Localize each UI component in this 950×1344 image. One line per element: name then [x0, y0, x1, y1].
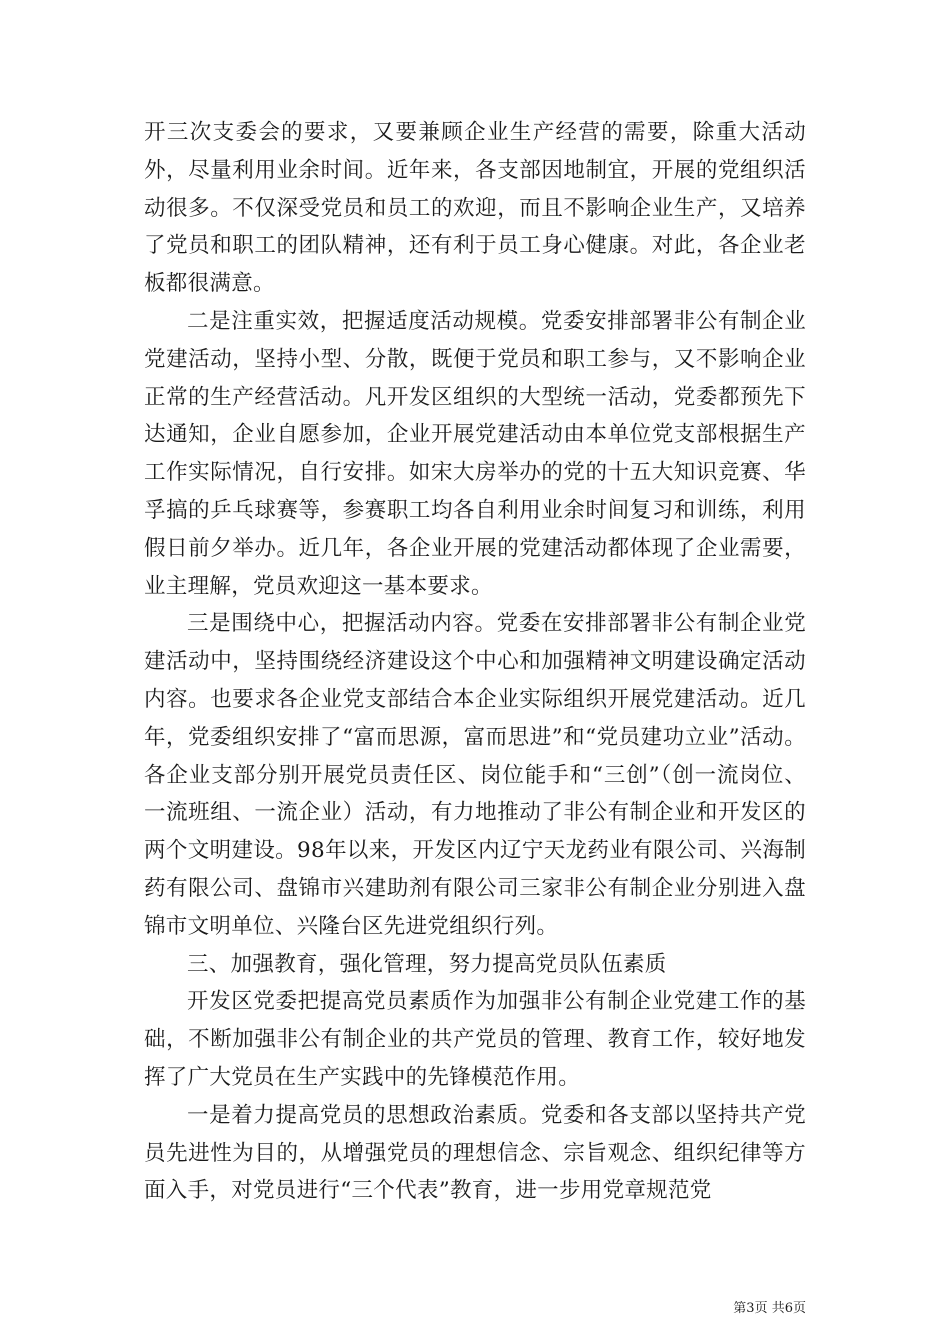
paragraph-5: 开发区党委把提高党员素质作为加强非公有制企业党建工作的基础，不断加强非公有制企业的共产党员的管理、教育工作，较好地发挥了广大党员在生产实践中的先锋模范作用。: [144, 989, 806, 1090]
footer-middle: 页 共: [754, 1301, 785, 1316]
paragraph-1: 开三次支委会的要求，又要兼顾企业生产经营的需要，除重大活动外，尽量利用业余时间。近年来，各支部因地制宜，开展的党组织活动很多。不仅深受党员和员工的欢迎，而且不影响企业生产，又培养了党员和职工的团队精神，还有利于员工身心健康。对此，各企业老板都很满意。: [144, 120, 806, 297]
current-page-number: 3: [746, 1301, 755, 1316]
footer-prefix: 第: [733, 1301, 747, 1316]
paragraph-6: 一是着力提高党员的思想政治素质。党委和各支部以坚持共产党员先进性为目的，从增强党员的理想信念、宗旨观念、组织纪律等方面入手，对党员进行“三个代表”教育，进一步用党章规范党: [144, 1102, 806, 1204]
footer-suffix: 页: [792, 1301, 806, 1316]
section-heading: 三、加强教育，强化管理，努力提高党员队伍素质: [187, 951, 667, 977]
paragraph-3: 三是围绕中心，把握活动内容。党委在安排部署非公有制企业党建活动中，坚持围绕经济建设这个中心和加强精神文明建设确定活动内容。也要求各企业党支部结合本企业实际组织开展党建活动。近几年，党委组织安排了“富而思源，富而思进”和“党员建功立业”活动。各企业支部分别开展党员责任区、岗位能手和“三创”（创一流岗位、一流班组、一流企业）活动，有力地推动了非公有制企业和开发区的两个文明建设。98年以来，开发区内辽宁天龙药业有限公司、兴海制药有限公司、盘锦市兴建助剂有限公司三家非公有制企业分别进入盘锦市文明单位、兴隆台区先进党组织行列。: [144, 611, 806, 939]
paragraph-2: 二是注重实效，把握适度活动规模。党委安排部署非公有制企业党建活动，坚持小型、分散，既便于党员和职工参与，又不影响企业正常的生产经营活动。凡开发区组织的大型统一活动，党委都预先下达通知，企业自愿参加，企业开展党建活动由本单位党支部根据生产工作实际情况，自行安排。如宋大房举办的党的十五大知识竞赛、华孚搞的乒乓球赛等，参赛职工均各自利用业余时间复习和训练，利用假日前夕举办。近几年，各企业开展的党建活动都体现了企业需要，业主理解，党员欢迎这一基本要求。: [144, 308, 806, 599]
document-body: [144, 114, 806, 1210]
total-pages-number: 6: [784, 1301, 793, 1316]
page-footer: [733, 1300, 806, 1318]
